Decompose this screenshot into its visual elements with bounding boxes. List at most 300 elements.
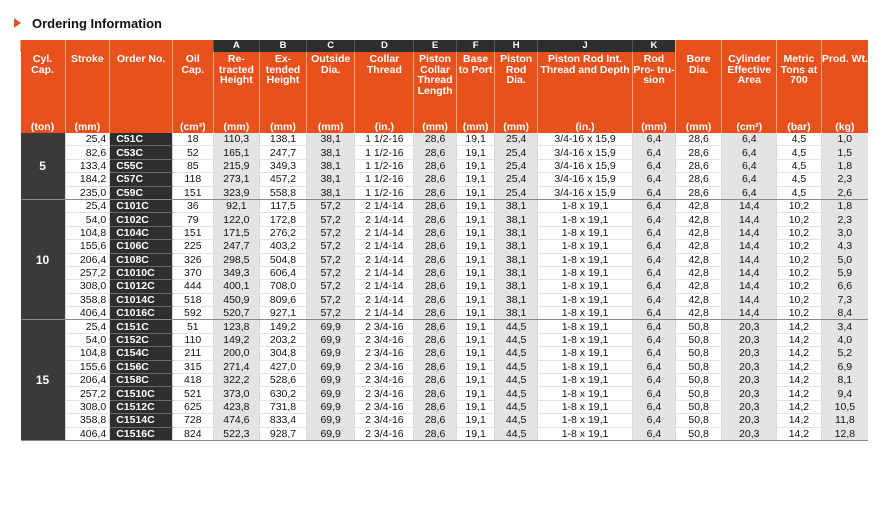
table-cell: 28,6 <box>414 347 457 360</box>
column-header: Piston Rod Int. Thread and Depth <box>537 52 632 116</box>
table-cell: 4,5 <box>777 146 822 159</box>
table-cell: 315 <box>173 360 214 373</box>
section-heading <box>14 14 162 32</box>
table-cell: 728 <box>173 414 214 427</box>
stroke-cell: 155,6 <box>65 240 110 253</box>
column-unit: (mm) <box>675 116 722 133</box>
table-cell: 28,6 <box>414 414 457 427</box>
table-cell: 6,4 <box>633 387 676 400</box>
table-row <box>21 374 869 387</box>
table-row <box>21 146 869 159</box>
column-letter <box>110 40 173 52</box>
table-cell: 504,8 <box>260 253 307 266</box>
table-cell: 6,4 <box>633 199 676 212</box>
stroke-cell: 54,0 <box>65 213 110 226</box>
table-row <box>21 360 869 373</box>
table-cell: 19,1 <box>456 427 495 440</box>
column-letter <box>675 40 722 52</box>
table-cell: 69,9 <box>306 347 355 360</box>
order-number-cell: C59C <box>110 186 173 199</box>
table-cell: 2 3/4-16 <box>355 400 414 413</box>
table-cell: 1,5 <box>821 146 868 159</box>
table-row <box>21 293 869 306</box>
order-number-cell: C102C <box>110 213 173 226</box>
table-cell: 2 3/4-16 <box>355 360 414 373</box>
column-header: Prod. Wt. <box>821 52 868 116</box>
table-cell: 606,4 <box>260 266 307 279</box>
column-header: Oil Cap. <box>173 52 214 116</box>
table-cell: 42,8 <box>675 307 722 320</box>
table-cell: 69,9 <box>306 374 355 387</box>
table-cell: 14,4 <box>722 213 777 226</box>
table-cell: 42,8 <box>675 226 722 239</box>
table-cell: 19,1 <box>456 333 495 346</box>
column-letter: K <box>633 40 676 52</box>
column-header: Outside Dia. <box>306 52 355 116</box>
table-cell: 928,7 <box>260 427 307 440</box>
table-row <box>21 427 869 440</box>
table-cell: 247,7 <box>213 240 260 253</box>
table-cell: 6,4 <box>722 186 777 199</box>
table-cell: 28,6 <box>675 146 722 159</box>
table-cell: 1 1/2-16 <box>355 173 414 186</box>
table-cell: 19,1 <box>456 400 495 413</box>
table-cell: 51 <box>173 320 214 333</box>
table-cell: 1-8 x 19,1 <box>537 400 632 413</box>
table-cell: 14,4 <box>722 293 777 306</box>
table-cell: 57,2 <box>306 253 355 266</box>
table-cell: 2 1/4-14 <box>355 213 414 226</box>
table-cell: 6,4 <box>633 159 676 172</box>
table-cell: 28,6 <box>414 400 457 413</box>
order-number-cell: C1010C <box>110 266 173 279</box>
table-cell: 28,6 <box>414 266 457 279</box>
table-cell: 1,8 <box>821 199 868 212</box>
table-cell: 14,2 <box>777 414 822 427</box>
table-cell: 38,1 <box>495 253 538 266</box>
table-cell: 38,1 <box>306 133 355 146</box>
table-cell: 2,3 <box>821 173 868 186</box>
table-cell: 1-8 x 19,1 <box>537 307 632 320</box>
table-cell: 1-8 x 19,1 <box>537 427 632 440</box>
column-header: Piston Rod Dia. <box>495 52 538 116</box>
table-cell: 271,4 <box>213 360 260 373</box>
table-row <box>21 320 869 333</box>
table-cell: 19,1 <box>456 240 495 253</box>
column-letter: A <box>213 40 260 52</box>
table-cell: 1 1/2-16 <box>355 159 414 172</box>
header-name-row <box>21 52 869 116</box>
column-letter: C <box>306 40 355 52</box>
table-cell: 10,2 <box>777 253 822 266</box>
column-header: Bore Dia. <box>675 52 722 116</box>
table-cell: 50,8 <box>675 374 722 387</box>
table-cell: 1-8 x 19,1 <box>537 347 632 360</box>
order-number-cell: C152C <box>110 333 173 346</box>
table-cell: 25,4 <box>495 133 538 146</box>
table-cell: 28,6 <box>414 133 457 146</box>
table-cell: 57,2 <box>306 213 355 226</box>
table-cell: 6,4 <box>633 173 676 186</box>
table-cell: 38,1 <box>495 307 538 320</box>
table-cell: 450,9 <box>213 293 260 306</box>
table-row <box>21 199 869 212</box>
table-cell: 20,3 <box>722 360 777 373</box>
order-number-cell: C158C <box>110 374 173 387</box>
table-cell: 225 <box>173 240 214 253</box>
table-row <box>21 133 869 146</box>
column-header: Rod Pro- tru- sion <box>633 52 676 116</box>
table-cell: 28,6 <box>414 293 457 306</box>
table-cell: 4,0 <box>821 333 868 346</box>
table-cell: 28,6 <box>414 240 457 253</box>
table-cell: 10,2 <box>777 213 822 226</box>
header-unit-row <box>21 116 869 133</box>
table-cell: 625 <box>173 400 214 413</box>
table-cell: 6,4 <box>633 427 676 440</box>
column-letter: H <box>495 40 538 52</box>
order-number-cell: C1512C <box>110 400 173 413</box>
table-cell: 28,6 <box>414 253 457 266</box>
stroke-cell: 308,0 <box>65 400 110 413</box>
column-unit: (bar) <box>777 116 822 133</box>
table-cell: 57,2 <box>306 199 355 212</box>
order-number-cell: C53C <box>110 146 173 159</box>
order-number-cell: C57C <box>110 173 173 186</box>
table-cell: 6,4 <box>633 333 676 346</box>
table-cell: 3/4-16 x 15,9 <box>537 133 632 146</box>
table-row <box>21 173 869 186</box>
table-cell: 50,8 <box>675 333 722 346</box>
table-cell: 1-8 x 19,1 <box>537 374 632 387</box>
table-cell: 3,4 <box>821 320 868 333</box>
table-cell: 2 3/4-16 <box>355 387 414 400</box>
table-cell: 298,5 <box>213 253 260 266</box>
stroke-cell: 184,2 <box>65 173 110 186</box>
table-cell: 14,2 <box>777 360 822 373</box>
table-row <box>21 307 869 320</box>
table-cell: 4,5 <box>777 186 822 199</box>
column-header: Piston Collar Thread Length <box>414 52 457 116</box>
table-cell: 12,8 <box>821 427 868 440</box>
table-cell: 57,2 <box>306 240 355 253</box>
table-cell: 203,2 <box>260 333 307 346</box>
table-cell: 927,1 <box>260 307 307 320</box>
stroke-cell: 257,2 <box>65 266 110 279</box>
table-cell: 6,4 <box>633 360 676 373</box>
table-row <box>21 240 869 253</box>
table-cell: 444 <box>173 280 214 293</box>
column-header: Metric Tons at 700 <box>777 52 822 116</box>
table-cell: 323,9 <box>213 186 260 199</box>
column-letter: B <box>260 40 307 52</box>
table-row <box>21 226 869 239</box>
column-unit: (mm) <box>306 116 355 133</box>
table-cell: 28,6 <box>414 186 457 199</box>
table-cell: 38,1 <box>495 240 538 253</box>
table-cell: 2 3/4-16 <box>355 427 414 440</box>
table-row <box>21 280 869 293</box>
table-cell: 79 <box>173 213 214 226</box>
table-cell: 558,8 <box>260 186 307 199</box>
table-cell: 373,0 <box>213 387 260 400</box>
stroke-cell: 104,8 <box>65 347 110 360</box>
table-cell: 427,0 <box>260 360 307 373</box>
table-cell: 38,1 <box>495 293 538 306</box>
table-cell: 122,0 <box>213 213 260 226</box>
table-cell: 1-8 x 19,1 <box>537 320 632 333</box>
table-cell: 2 3/4-16 <box>355 414 414 427</box>
table-cell: 14,4 <box>722 307 777 320</box>
table-cell: 6,4 <box>633 226 676 239</box>
table-cell: 2 1/4-14 <box>355 280 414 293</box>
table-cell: 44,5 <box>495 320 538 333</box>
order-number-cell: C1016C <box>110 307 173 320</box>
table-row <box>21 253 869 266</box>
table-cell: 1 1/2-16 <box>355 146 414 159</box>
table-cell: 19,1 <box>456 173 495 186</box>
stroke-cell: 308,0 <box>65 280 110 293</box>
stroke-cell: 25,4 <box>65 199 110 212</box>
stroke-cell: 206,4 <box>65 374 110 387</box>
table-cell: 10,2 <box>777 226 822 239</box>
column-unit: (mm) <box>414 116 457 133</box>
table-row <box>21 213 869 226</box>
table-row <box>21 266 869 279</box>
column-unit: (mm) <box>65 116 110 133</box>
order-number-cell: C1516C <box>110 427 173 440</box>
order-number-cell: C101C <box>110 199 173 212</box>
table-cell: 28,6 <box>675 186 722 199</box>
table-cell: 19,1 <box>456 266 495 279</box>
table-cell: 731,8 <box>260 400 307 413</box>
table-cell: 6,4 <box>633 374 676 387</box>
table-cell: 28,6 <box>675 173 722 186</box>
table-cell: 10,2 <box>777 280 822 293</box>
table-cell: 44,5 <box>495 414 538 427</box>
column-header: Re- tracted Height <box>213 52 260 116</box>
stroke-cell: 358,8 <box>65 293 110 306</box>
column-letter: J <box>537 40 632 52</box>
table-cell: 14,4 <box>722 280 777 293</box>
column-header: Collar Thread <box>355 52 414 116</box>
table-cell: 200,0 <box>213 347 260 360</box>
table-cell: 6,4 <box>633 146 676 159</box>
table-cell: 44,5 <box>495 347 538 360</box>
table-cell: 19,1 <box>456 199 495 212</box>
table-row <box>21 400 869 413</box>
table-cell: 6,6 <box>821 280 868 293</box>
table-cell: 521 <box>173 387 214 400</box>
table-cell: 2 1/4-14 <box>355 307 414 320</box>
table-cell: 2 3/4-16 <box>355 320 414 333</box>
table-cell: 28,6 <box>414 199 457 212</box>
column-unit: (kg) <box>821 116 868 133</box>
table-cell: 28,6 <box>414 146 457 159</box>
stroke-cell: 104,8 <box>65 226 110 239</box>
stroke-cell: 406,4 <box>65 307 110 320</box>
table-cell: 42,8 <box>675 293 722 306</box>
table-cell: 1-8 x 19,1 <box>537 240 632 253</box>
table-cell: 19,1 <box>456 374 495 387</box>
table-cell: 69,9 <box>306 427 355 440</box>
table-cell: 57,2 <box>306 293 355 306</box>
order-number-cell: C154C <box>110 347 173 360</box>
table-cell: 326 <box>173 253 214 266</box>
table-cell: 14,2 <box>777 374 822 387</box>
table-cell: 151 <box>173 226 214 239</box>
table-cell: 6,4 <box>633 293 676 306</box>
table-cell: 2 3/4-16 <box>355 347 414 360</box>
table-cell: 28,6 <box>414 307 457 320</box>
table-cell: 3/4-16 x 15,9 <box>537 186 632 199</box>
table-row <box>21 414 869 427</box>
table-cell: 20,3 <box>722 320 777 333</box>
table-cell: 69,9 <box>306 400 355 413</box>
table-cell: 1-8 x 19,1 <box>537 253 632 266</box>
column-unit: (mm) <box>456 116 495 133</box>
column-unit: (in.) <box>355 116 414 133</box>
table-cell: 1 1/2-16 <box>355 133 414 146</box>
table-cell: 19,1 <box>456 280 495 293</box>
table-cell: 9,4 <box>821 387 868 400</box>
table-cell: 833,4 <box>260 414 307 427</box>
table-row <box>21 347 869 360</box>
table-cell: 1-8 x 19,1 <box>537 280 632 293</box>
table-cell: 522,3 <box>213 427 260 440</box>
table-cell: 44,5 <box>495 333 538 346</box>
table-cell: 28,6 <box>414 213 457 226</box>
column-unit: (cm²) <box>722 116 777 133</box>
table-cell: 6,4 <box>633 307 676 320</box>
table-cell: 1-8 x 19,1 <box>537 387 632 400</box>
stroke-cell: 133,4 <box>65 159 110 172</box>
column-letter <box>777 40 822 52</box>
column-letter <box>21 40 66 52</box>
table-cell: 69,9 <box>306 387 355 400</box>
table-body <box>21 133 869 440</box>
column-header: Stroke <box>65 52 110 116</box>
table-cell: 520,7 <box>213 307 260 320</box>
table-cell: 14,4 <box>722 226 777 239</box>
table-cell: 172,8 <box>260 213 307 226</box>
order-number-cell: C1514C <box>110 414 173 427</box>
cylinder-capacity-cell: 5 <box>21 133 66 199</box>
table-cell: 6,4 <box>633 133 676 146</box>
table-cell: 14,4 <box>722 240 777 253</box>
table-cell: 6,4 <box>633 266 676 279</box>
table-cell: 2 3/4-16 <box>355 374 414 387</box>
table-cell: 2 1/4-14 <box>355 226 414 239</box>
table-cell: 215,9 <box>213 159 260 172</box>
table-cell: 14,2 <box>777 427 822 440</box>
table-cell: 42,8 <box>675 266 722 279</box>
column-unit: (ton) <box>21 116 66 133</box>
table-cell: 2 1/4-14 <box>355 240 414 253</box>
table-cell: 418 <box>173 374 214 387</box>
table-cell: 19,1 <box>456 320 495 333</box>
table-cell: 474,6 <box>213 414 260 427</box>
table-cell: 809,6 <box>260 293 307 306</box>
table-cell: 28,6 <box>414 387 457 400</box>
header-letter-row <box>21 40 869 52</box>
order-number-cell: C104C <box>110 226 173 239</box>
column-unit: (mm) <box>260 116 307 133</box>
table-cell: 592 <box>173 307 214 320</box>
table-cell: 117,5 <box>260 199 307 212</box>
table-cell: 5,0 <box>821 253 868 266</box>
table-cell: 6,4 <box>722 159 777 172</box>
table-cell: 28,6 <box>414 226 457 239</box>
table-cell: 19,1 <box>456 133 495 146</box>
table-cell: 50,8 <box>675 400 722 413</box>
table-cell: 247,7 <box>260 146 307 159</box>
table-cell: 38,1 <box>495 199 538 212</box>
table-cell: 6,4 <box>722 146 777 159</box>
table-cell: 5,2 <box>821 347 868 360</box>
table-cell: 2 1/4-14 <box>355 266 414 279</box>
table-cell: 92,1 <box>213 199 260 212</box>
table-cell: 25,4 <box>495 173 538 186</box>
table-cell: 19,1 <box>456 414 495 427</box>
table-cell: 50,8 <box>675 414 722 427</box>
table-cell: 19,1 <box>456 293 495 306</box>
table-cell: 85 <box>173 159 214 172</box>
table-cell: 10,5 <box>821 400 868 413</box>
table-cell: 44,5 <box>495 400 538 413</box>
table-cell: 38,1 <box>495 213 538 226</box>
table-cell: 38,1 <box>306 159 355 172</box>
table-cell: 4,5 <box>777 159 822 172</box>
table-cell: 38,1 <box>495 280 538 293</box>
table-cell: 25,4 <box>495 159 538 172</box>
table-cell: 28,6 <box>414 374 457 387</box>
table-cell: 52 <box>173 146 214 159</box>
table-cell: 138,1 <box>260 133 307 146</box>
table-cell: 19,1 <box>456 347 495 360</box>
column-header: Cyl. Cap. <box>21 52 66 116</box>
table-cell: 6,4 <box>633 320 676 333</box>
table-cell: 149,2 <box>213 333 260 346</box>
table-cell: 28,6 <box>414 173 457 186</box>
cylinder-capacity-cell: 15 <box>21 320 66 441</box>
heading-marker-icon <box>14 18 21 28</box>
table-cell: 7,3 <box>821 293 868 306</box>
column-letter: E <box>414 40 457 52</box>
table-cell: 50,8 <box>675 387 722 400</box>
table-cell: 10,2 <box>777 240 822 253</box>
table-cell: 36 <box>173 199 214 212</box>
order-number-cell: C108C <box>110 253 173 266</box>
table-cell: 403,2 <box>260 240 307 253</box>
table-cell: 50,8 <box>675 360 722 373</box>
table-cell: 4,5 <box>777 133 822 146</box>
table-cell: 4,3 <box>821 240 868 253</box>
table-cell: 69,9 <box>306 360 355 373</box>
table-cell: 110,3 <box>213 133 260 146</box>
stroke-cell: 25,4 <box>65 320 110 333</box>
table-cell: 20,3 <box>722 414 777 427</box>
order-number-cell: C55C <box>110 159 173 172</box>
order-number-cell: C1510C <box>110 387 173 400</box>
order-number-cell: C151C <box>110 320 173 333</box>
table-cell: 57,2 <box>306 266 355 279</box>
table-cell: 28,6 <box>414 427 457 440</box>
table-cell: 69,9 <box>306 320 355 333</box>
table-cell: 38,1 <box>306 186 355 199</box>
table-cell: 3/4-16 x 15,9 <box>537 173 632 186</box>
table-cell: 28,6 <box>414 360 457 373</box>
